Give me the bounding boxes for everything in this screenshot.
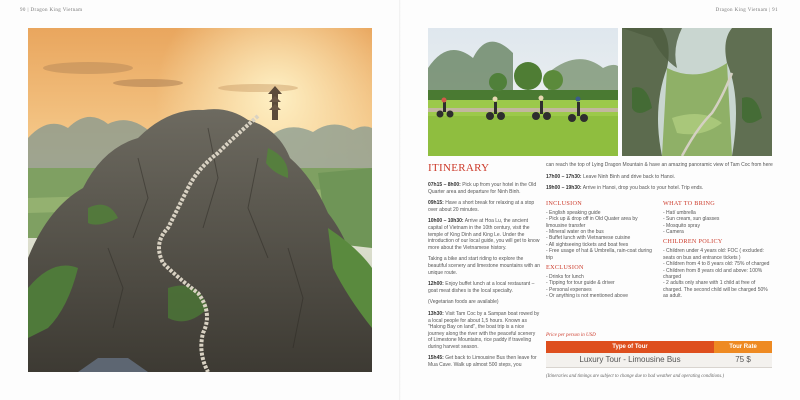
- running-head-right: Dragon King Vietnam | 91: [715, 8, 778, 13]
- inclusion-list: [546, 210, 657, 261]
- price-cell-rate: 75 $: [714, 353, 772, 367]
- table-row: [546, 353, 772, 367]
- itinerary-time: 15h45:: [428, 355, 444, 362]
- itinerary-paragraph: [428, 311, 540, 351]
- details-columns: [546, 197, 774, 300]
- page-gutter: [399, 0, 401, 400]
- exclusion-list: [546, 274, 657, 300]
- itinerary-paragraph: [546, 174, 774, 181]
- list-item: - Tipping for tour guide & driver: [546, 280, 615, 287]
- price-note: Price per person in USD: [546, 333, 596, 338]
- itinerary-time: 10h00 – 10h30:: [428, 218, 464, 225]
- itinerary-paragraph: [428, 218, 540, 251]
- details-right: [663, 197, 774, 300]
- price-header-type: Type of Tour: [546, 341, 714, 353]
- list-item: - Drinks for lunch: [546, 274, 584, 281]
- itinerary-time: 09h15:: [428, 200, 444, 207]
- list-item: - Hat/ umbrella: [663, 209, 696, 216]
- list-item: - English speaking guide: [546, 209, 601, 216]
- children-policy-list: [663, 248, 774, 299]
- itinerary-text: (Vegetarian foods are available): [428, 299, 499, 306]
- what-to-bring-heading: WHAT TO BRING: [663, 199, 716, 207]
- itinerary-column-a: [428, 162, 540, 374]
- mua-cave-photo: [28, 28, 372, 372]
- itinerary-title: ITINERARY: [428, 162, 490, 174]
- list-item: - Mineral water on the bus: [546, 229, 604, 235]
- price-table: [546, 341, 772, 368]
- itinerary-continued-text: can reach the top of Lying Dragon Mountain & have an amazing panoramic view of Tam Coc from here: [546, 162, 773, 168]
- price-cell-type: Luxury Tour - Limousine Bus: [546, 353, 714, 367]
- itinerary-time: 12h00:: [428, 281, 444, 288]
- list-item: - Personal expenses: [546, 286, 592, 293]
- itinerary-text: Arrive in Hanoi, drop you back to your hotel. Trip ends.: [581, 185, 704, 192]
- list-item: - Buffet lunch with Vietnamese cuisine: [546, 235, 631, 242]
- list-item: - All sightseeing tickets and boat fees: [546, 241, 629, 248]
- itinerary-paragraph: [428, 355, 540, 368]
- running-head-left: 90 | Dragon King Vietnam: [20, 8, 83, 13]
- price-table-header-row: [546, 341, 772, 353]
- itinerary-paragraph: [428, 256, 540, 276]
- itinerary-paragraph: [546, 185, 774, 192]
- list-item: - Sun cream, sun glasses: [663, 216, 720, 223]
- list-item: - Camera: [663, 229, 684, 235]
- itinerary-text: Enjoy buffet lunch at a local restaurant – goat meat dishes is the local specialty.: [428, 281, 535, 294]
- itinerary-text: Arrive at Hoa Lu, the ancient capital of Vietnam in the 10th century, visit the temple of King Dinh and King Le. Under the introduction of our local guide, you will get to know more about the Vietnamese history.: [428, 218, 540, 251]
- itinerary-column-b: [546, 162, 774, 300]
- inclusion-heading: INCLUSION: [546, 199, 583, 207]
- list-item: - Pick up & drop off in Old Quater area by limousine transfer: [546, 216, 638, 229]
- details-left: [546, 197, 657, 300]
- list-item: - Mosquito spray: [663, 222, 700, 229]
- exclusion-heading: EXCLUSION: [546, 264, 584, 272]
- itinerary-text: Leave Ninh Binh and drive back to Hanoi.: [581, 173, 675, 180]
- itinerary-paragraph: [428, 182, 540, 195]
- limestone-valley-photo: [622, 28, 772, 156]
- itinerary-paragraphs: [428, 182, 540, 369]
- list-item: - Children from 4 to 8 years old: 75% of charged: [663, 261, 770, 268]
- list-item: - Children from 8 years old and above: 100% charged: [663, 267, 763, 281]
- children-policy-heading: CHILDREN POLICY: [663, 238, 723, 246]
- itinerary-text: Get back to Limousine Bus then leave for Mua Cave. Walk up almost 500 steps, you: [428, 355, 537, 369]
- list-item: - Or anything is not mentioned above: [546, 293, 628, 300]
- list-item: - Children under 4 years old: FOC ( excluded: seats on bus and entrance tickets ): [663, 248, 764, 261]
- itinerary-text: Taking a bike and start riding to explore the beautiful scenery and limestone mountains with an unique route.: [428, 256, 541, 276]
- itinerary-paragraph: [428, 200, 540, 213]
- list-item: - 2 adults only share with 1 child at free of charged. The second child will be charged 50% as adult.: [663, 280, 768, 300]
- what-to-bring-list: [663, 210, 774, 236]
- itinerary-time: 07h15 – 8h00:: [428, 182, 461, 188]
- itinerary-evening-paragraphs: [546, 174, 774, 192]
- itinerary-paragraph: [428, 281, 540, 294]
- itinerary-time: 13h30:: [428, 310, 444, 317]
- itinerary-text: Visit Tam Coc by a Sampan boat rowed by a local people for about 1,5 hours. Known as "Halong Bay on land", the boat trip is a nice journey along the river with the peaceful scenery of Limestone Mountains, rice paddy if traveling during harvest season.: [428, 310, 540, 350]
- itinerary-text: Have a short break for relaxing at a stop over about 20 minutes.: [428, 200, 535, 213]
- itinerary-time: 19h00 – 19h30:: [546, 185, 582, 192]
- price-header-rate: Tour Rate: [714, 341, 772, 353]
- itinerary-time: 17h00 – 17h30:: [546, 173, 582, 180]
- cycling-rice-field-photo: [428, 28, 618, 156]
- itinerary-paragraph: [428, 299, 540, 306]
- footnote: (Itineraries and timings are subject to change due to bad weather and operating conditions.): [546, 374, 725, 379]
- itinerary-text: Pick up from your hotel in the Old Quarter area and departure for Ninh Binh.: [428, 182, 537, 195]
- list-item: - Free usage of hat & Umbrella, rain-coat during trip: [546, 248, 652, 261]
